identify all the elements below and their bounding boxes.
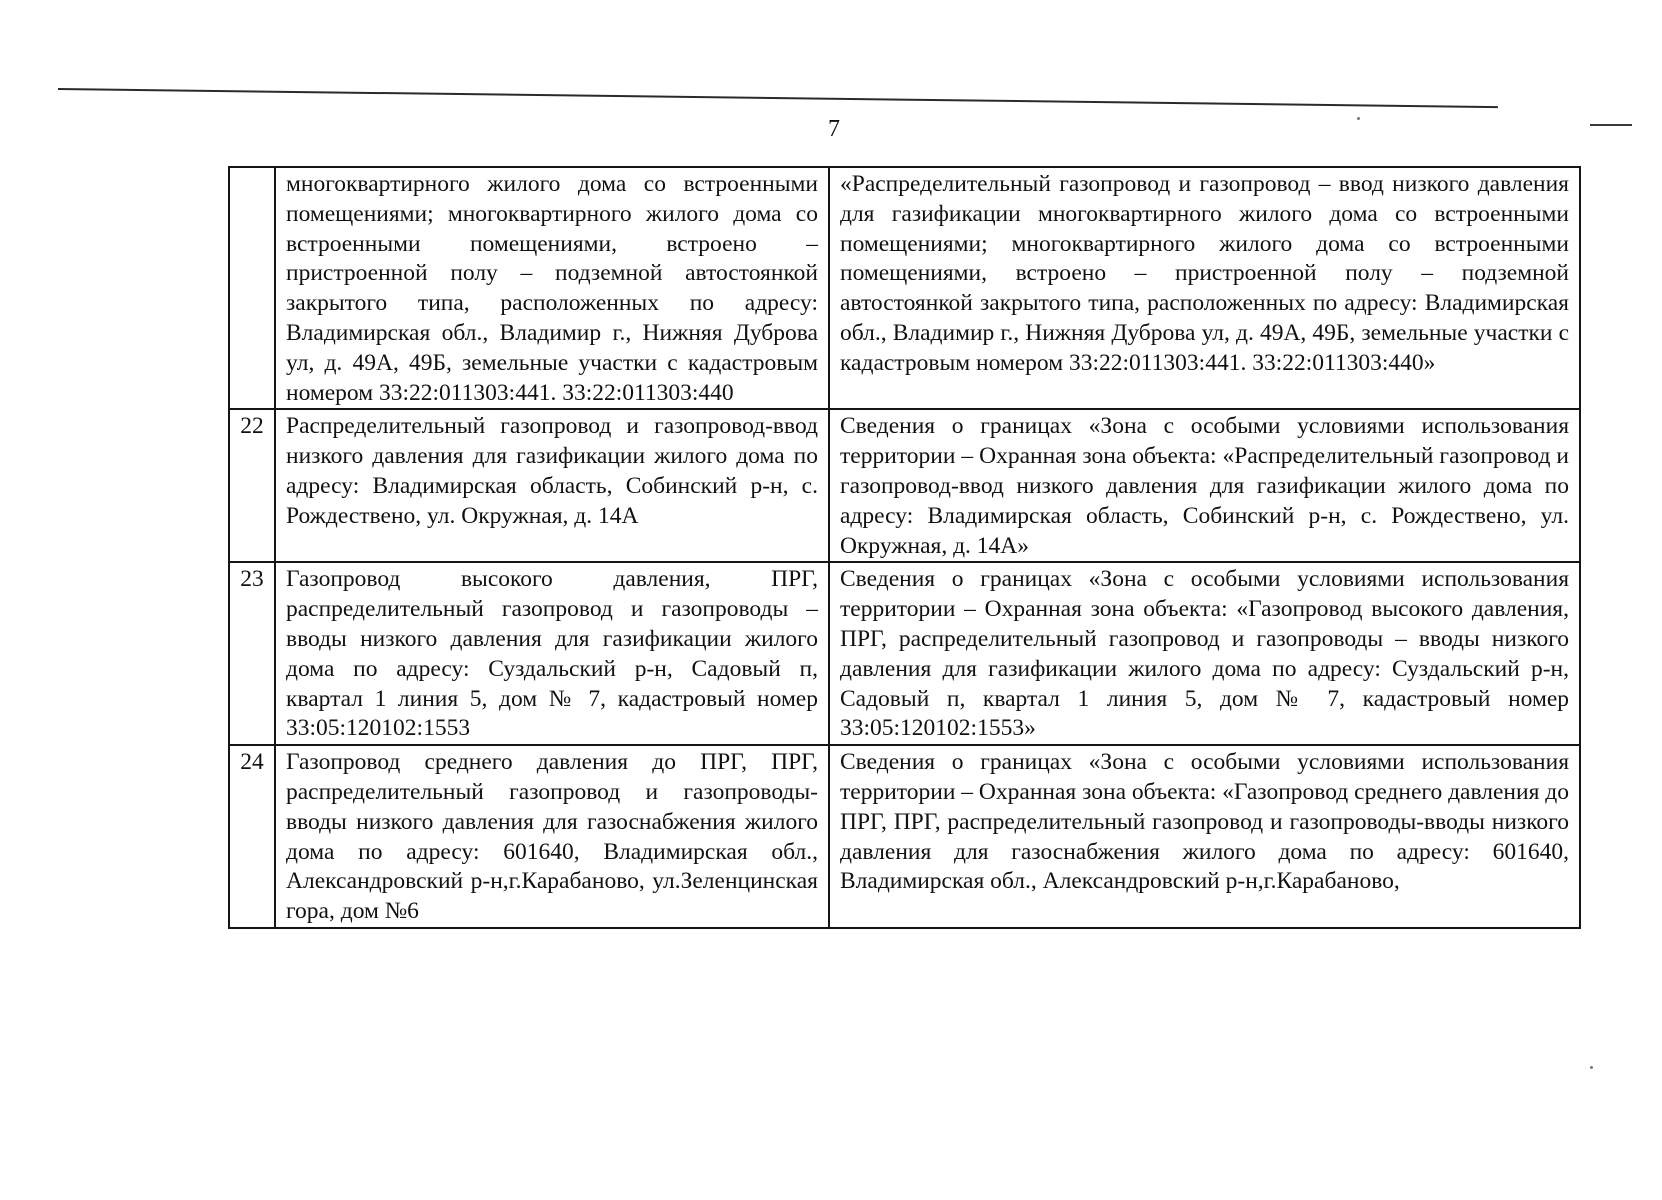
scan-top-rule <box>58 88 1498 108</box>
row-number-cell <box>229 167 275 409</box>
object-name-cell: Газопровод среднего давления до ПРГ, ПРГ, распределительный газопровод и газопроводы-вводы низкого давления для газоснабжения жилого дома по адресу: 601640, Владимирская обл., Александровский р-н,г.Карабаново, ул.Зеленцинская гора, дом №6 <box>275 745 829 928</box>
row-number-cell: 22 <box>229 409 275 562</box>
scan-right-dash <box>1590 124 1632 126</box>
zones-table <box>228 166 1581 929</box>
table-row <box>229 167 1580 409</box>
object-name-cell: Газопровод высокого давления, ПРГ, распределительный газопровод и газопроводы – вводы низкого давления для газификации жилого дома по адресу: Суздальский р-н, Садовый п, квартал 1 линия 5, дом № 7, кадастровый номер 33:05:120102:1553 <box>275 562 829 745</box>
table-row <box>229 745 1580 928</box>
object-name-cell: Распределительный газопровод и газопровод-ввод низкого давления для газификации жилого дома по адресу: Владимирская область, Собинский р-н, с. Рождествено, ул. Окружная, д. 14А <box>275 409 829 562</box>
scan-speck <box>1590 1066 1593 1069</box>
scan-speck <box>1357 117 1360 120</box>
table-row <box>229 562 1580 745</box>
zone-description-cell: Сведения о границах «Зона с особыми условиями использования территории – Охранная зона объекта: «Газопровод среднего давления до ПРГ, ПРГ, распределительный газопровод и газопроводы-вводы низкого давления для газоснабжения жилого дома по адресу: 601640, Владимирская обл., Александровский р-н,г.Карабаново, <box>829 745 1580 928</box>
zone-description-cell: «Распределительный газопровод и газопровод – ввод низкого давления для газификации многоквартирного жилого дома со встроенными помещениями; многоквартирного жилого дома со встроенными помещениями, встроено – пристроенной полу – подземной автостоянкой закрытого типа, расположенных по адресу: Владимирская обл., Владимир г., Нижняя Дуброва ул, д. 49А, 49Б, земельные участки с кадастровым номером 33:22:011303:441. 33:22:011303:440» <box>829 167 1580 409</box>
row-number-cell: 24 <box>229 745 275 928</box>
object-name-cell: многоквартирного жилого дома со встроенными помещениями; многоквартирного жилого дома со встроенными помещениями, встроено – пристроенной полу – подземной автостоянкой закрытого типа, расположенных по адресу: Владимирская обл., Владимир г., Нижняя Дуброва ул, д. 49А, 49Б, земельные участки с кадастровым номером 33:22:011303:441. 33:22:011303:440 <box>275 167 829 409</box>
zone-description-cell: Сведения о границах «Зона с особыми условиями использования территории – Охранная зона объекта: «Газопровод высокого давления, ПРГ, распределительный газопровод и газопроводы – вводы низкого давления для газификации жилого дома по адресу: Суздальский р-н, Садовый п, квартал 1 линия 5, дом № 7, кадастровый номер 33:05:120102:1553» <box>829 562 1580 745</box>
zone-description-cell: Сведения о границах «Зона с особыми условиями использования территории – Охранная зона объекта: «Распределительный газопровод и газопровод-ввод низкого давления для газификации жилого дома по адресу: Владимирская область, Собинский р-н, с. Рождествено, ул. Окружная, д. 14А» <box>829 409 1580 562</box>
row-number-cell: 23 <box>229 562 275 745</box>
page-number: 7 <box>828 116 840 142</box>
table-row <box>229 409 1580 562</box>
